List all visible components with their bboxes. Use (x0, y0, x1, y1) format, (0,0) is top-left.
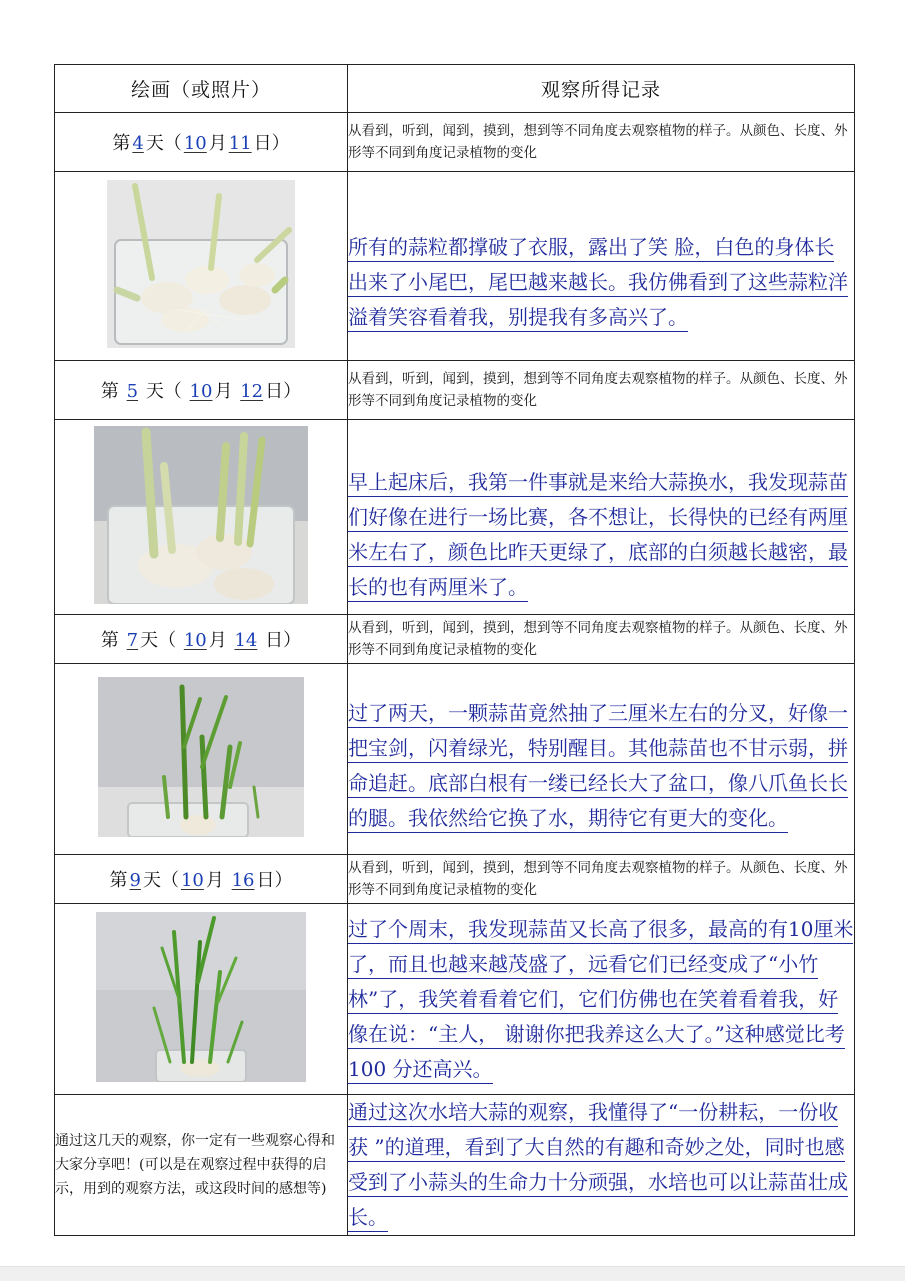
day-label: 第 4 天（ 10 月 11 日） (55, 113, 348, 172)
photo-cell (55, 904, 348, 1095)
month-number: 10 (189, 381, 213, 402)
garlic-photo-icon (107, 180, 295, 348)
photo-cell (55, 420, 348, 615)
summary-row (55, 1095, 855, 1236)
date-number: 14 (234, 630, 258, 651)
header-right: 观察所得记录 (348, 65, 855, 113)
day-number: 9 (129, 870, 141, 891)
date-number: 11 (228, 133, 252, 154)
day-number: 7 (126, 630, 139, 651)
header-left: 绘画（或照片） (55, 65, 348, 113)
month-number: 10 (180, 870, 204, 891)
garlic-photo-icon (96, 912, 306, 1082)
day-number: 4 (132, 133, 144, 154)
observation-text: 早上起床后，我第一件事就是来给大蒜换水，我发现蒜苗们好像在进行一场比赛，各不想让，长得快的已经有两厘米左右了，颜色比昨天更绿了，底部的白须越长越密，最长的也有两厘米了。 (348, 420, 855, 615)
day-label: 第 5 天（ 10 月 12 日） (55, 361, 348, 420)
day-number: 5 (126, 381, 139, 402)
summary-question: 通过这几天的观察，你一定有一些观察心得和大家分享吧！(可以是在观察过程中获得的启示，用到的观察方法，或这段时间的感想等) (55, 1095, 348, 1236)
hint-text: 从看到，听到，闻到，摸到，想到等不同角度去观察植物的样子。从颜色、长度、外形等不同到角度记录植物的变化 (348, 615, 855, 664)
entry-row (55, 664, 855, 855)
day-label: 第 9 天（ 10 月 16 日） (55, 855, 348, 904)
entry-row (55, 172, 855, 361)
date-number: 12 (240, 381, 264, 402)
photo-cell (55, 664, 348, 855)
observation-text: 过了个周末，我发现蒜苗又长高了很多，最高的有10厘米了，而且也越来越茂盛了，远看它们已经变成了“小竹林”了，我笑着看着它们，它们仿佛也在笑着看着我，好像在说：“主人， 谢谢你把我养这么大了。”这种感觉比考100 分还高兴。 (348, 904, 855, 1095)
summary-answer: 通过这次水培大蒜的观察，我懂得了“一份耕耘，一份收获 ”的道理，看到了大自然的有趣和奇妙之处，同时也感受到了小蒜头的生命力十分顽强，水培也可以让蒜苗壮成长。 (348, 1095, 855, 1236)
entry-row (55, 420, 855, 615)
page-footer-bar (0, 1266, 905, 1281)
day-row (55, 361, 855, 420)
observation-text: 所有的蒜粒都撑破了衣服，露出了笑 脸，白色的身体长出来了小尾巴，尾巴越来越长。我仿佛看到了这些蒜粒洋溢着笑容看着我，别提我有多高兴了。 (348, 172, 855, 361)
month-number: 10 (183, 133, 207, 154)
header-row (55, 65, 855, 113)
day-label: 第 7 天（ 10 月 14 日） (55, 615, 348, 664)
hint-text: 从看到，听到，闻到，摸到，想到等不同角度去观察植物的样子。从颜色、长度、外形等不同到角度记录植物的变化 (348, 855, 855, 904)
garlic-photo-icon (94, 426, 308, 604)
hint-text: 从看到，听到，闻到，摸到，想到等不同角度去观察植物的样子。从颜色、长度、外形等不同到角度记录植物的变化 (348, 361, 855, 420)
observation-text: 过了两天，一颗蒜苗竟然抽了三厘米左右的分叉，好像一把宝剑，闪着绿光，特别醒目。其他蒜苗也不甘示弱，拼命追赶。底部白根有一缕已经长大了盆口，像八爪鱼长长的腿。我依然给它换了水，期待它有更大的变化。 (348, 664, 855, 855)
observation-table (54, 64, 855, 1236)
day-row (55, 615, 855, 664)
date-number: 16 (231, 870, 255, 891)
photo-cell (55, 172, 348, 361)
day-row (55, 855, 855, 904)
garlic-photo-icon (98, 677, 304, 837)
day-row (55, 113, 855, 172)
hint-text: 从看到，听到，闻到，摸到，想到等不同角度去观察植物的样子。从颜色、长度、外形等不同到角度记录植物的变化 (348, 113, 855, 172)
month-number: 10 (183, 630, 207, 651)
entry-row (55, 904, 855, 1095)
